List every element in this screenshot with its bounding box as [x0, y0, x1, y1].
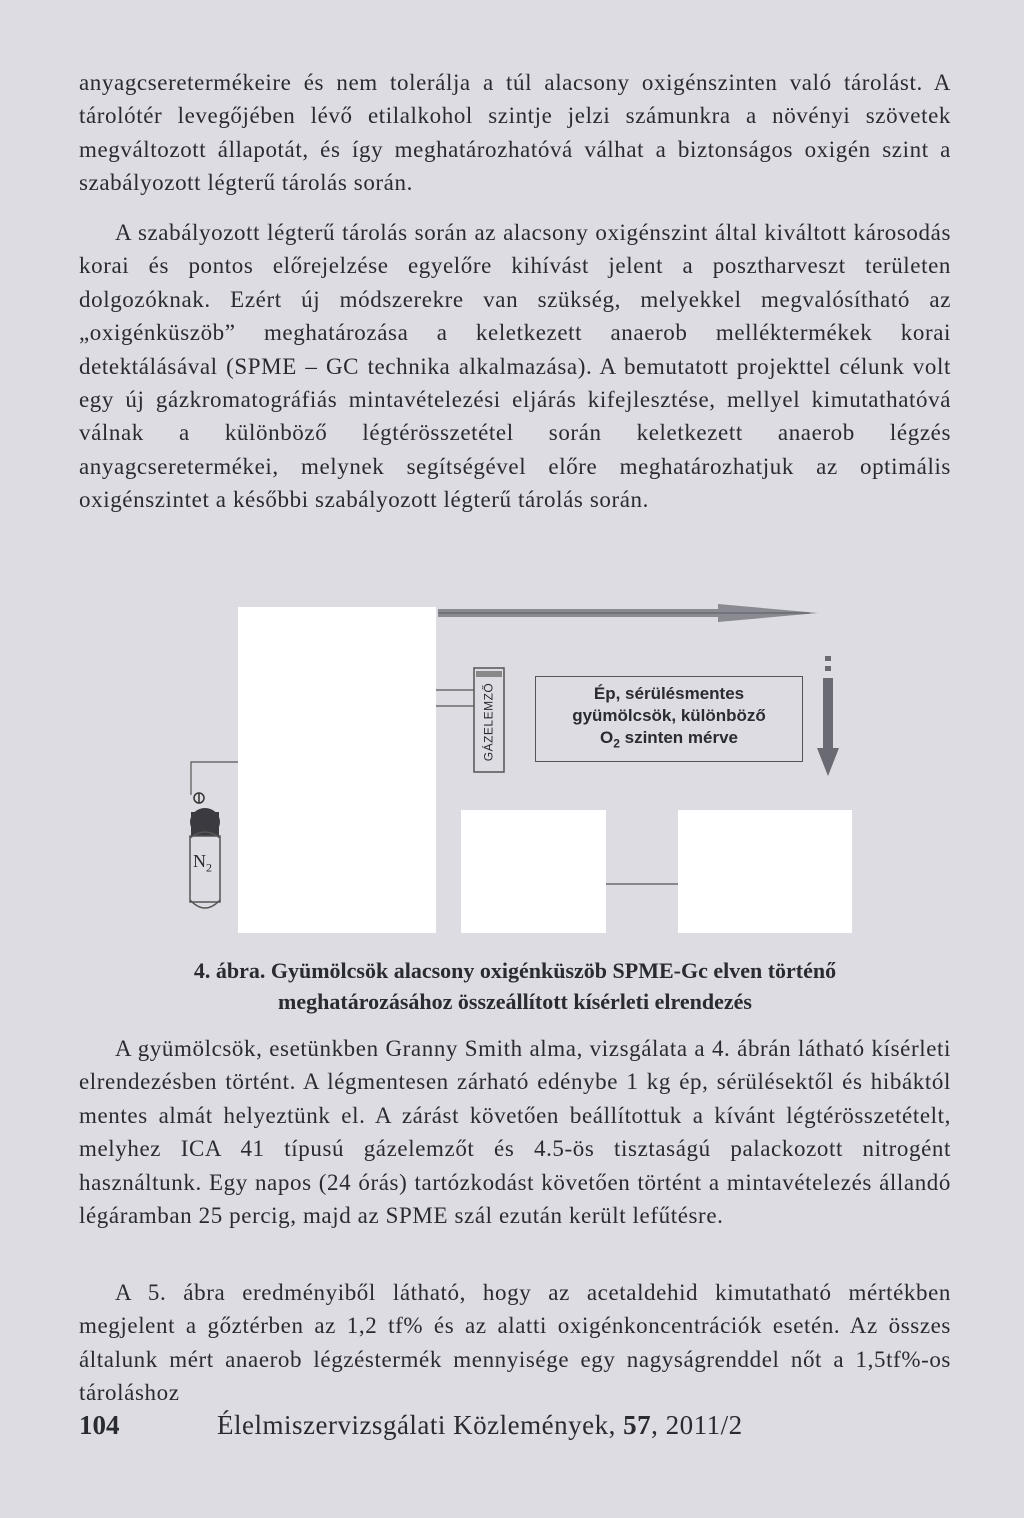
caption-line-1: 4. ábra. Gyümölcsök alacsony oxigénküszöb SPME-Gc elven történő — [193, 958, 837, 983]
gas-analyzer-label: GÁZELEMZŐ — [481, 682, 496, 762]
fruit-info-box — [535, 676, 803, 762]
flow-arrow-right — [438, 604, 818, 622]
info-box-line-2: gyümölcsök, különböző — [572, 706, 766, 726]
caption-line-2: meghatározásához összeállított kísérleti elrendezés — [278, 989, 752, 1014]
flow-arrow-down — [817, 656, 839, 776]
paragraph-3: A gyümölcsök, esetünkben Granny Smith alma, vizsgálata a 4. ábrán látható kísérleti elrendezésben történt. A légmentesen zárható edénybe 1 kg ép, sérülésektől és hibáktól mentes almát helyeztünk el. A zárást követően beállítottuk a kívánt légtérösszetételt, melyhez ICA 41 típusú gázelemzőt és 4.5-ös tisztaságú palackozott nitrogént használtunk. Egy napos (24 órás) tartózkodást követően történt a mintavételezés állandó légáramban 25 percig, majd az SPME szál ezután került lefűtésre. — [79, 1036, 951, 1229]
paragraph-4: A 5. ábra eredményiből látható, hogy az acetaldehid kimutatható mértékben megjelent a gőztérben az 1,2 tf% és az alatti oxigénkoncentrációk esetén. Az összes általunk mért anaerob légzéstermék mennyisége egy nagyságrenddel nőt a 1,5tf%-os tároláshoz — [79, 1280, 951, 1406]
figure-gc-image — [678, 810, 852, 933]
journal-citation: Élelmiszervizsgálati Közlemények, 57, 2011/2 — [217, 1410, 743, 1440]
info-box-line-3: $O_2$ szinten mérve — [599, 728, 739, 751]
figure-container-image — [238, 607, 436, 933]
figure-spme-image — [461, 810, 606, 933]
paragraph-1: anyagcseretermékeire és nem tolerálja a túl alacsony oxigénszinten való tárolást. A tárolótér levegőjében lévő etilalkohol szintje jelzi számunkra a növényi szövetek megváltozott állapotát, és így meghatározhatóvá válhat a biztonságos oxigén szint a szabályozott légterű tárolás során. — [79, 70, 951, 196]
nitrogen-label: $N_2$ — [193, 851, 212, 875]
page-number: 104 — [79, 1410, 120, 1440]
paragraph-2: A szabályozott légterű tárolás során az alacsony oxigénszint által kiváltott károsodás korai és pontos előrejelzése egyelőre kihívást jelent a posztharveszt területen dolgozóknak. Ezért új módszerekre van szükség, melyekkel megvalósítható az „oxigénküszöb” meghatározása a keletkezett anaerob melléktermékek korai detektálásával (SPME – GC technika alkalmazása). A bemutatott projekttel célunk volt egy új gázkromatográfiás mintavételezési eljárás kifejlesztése, mellyel kimutathatóvá válnak a különböző légtérösszetétel során keletkezett anaerob légzés anyagcseretermékei, melynek segítségével előre meghatározhatjuk az optimális oxigénszintet a későbbi szabályozott légterű tárolás során. — [79, 220, 951, 513]
figure-caption — [79, 955, 951, 1017]
info-box-line-1: Ép, sérülésmentes — [593, 684, 745, 704]
